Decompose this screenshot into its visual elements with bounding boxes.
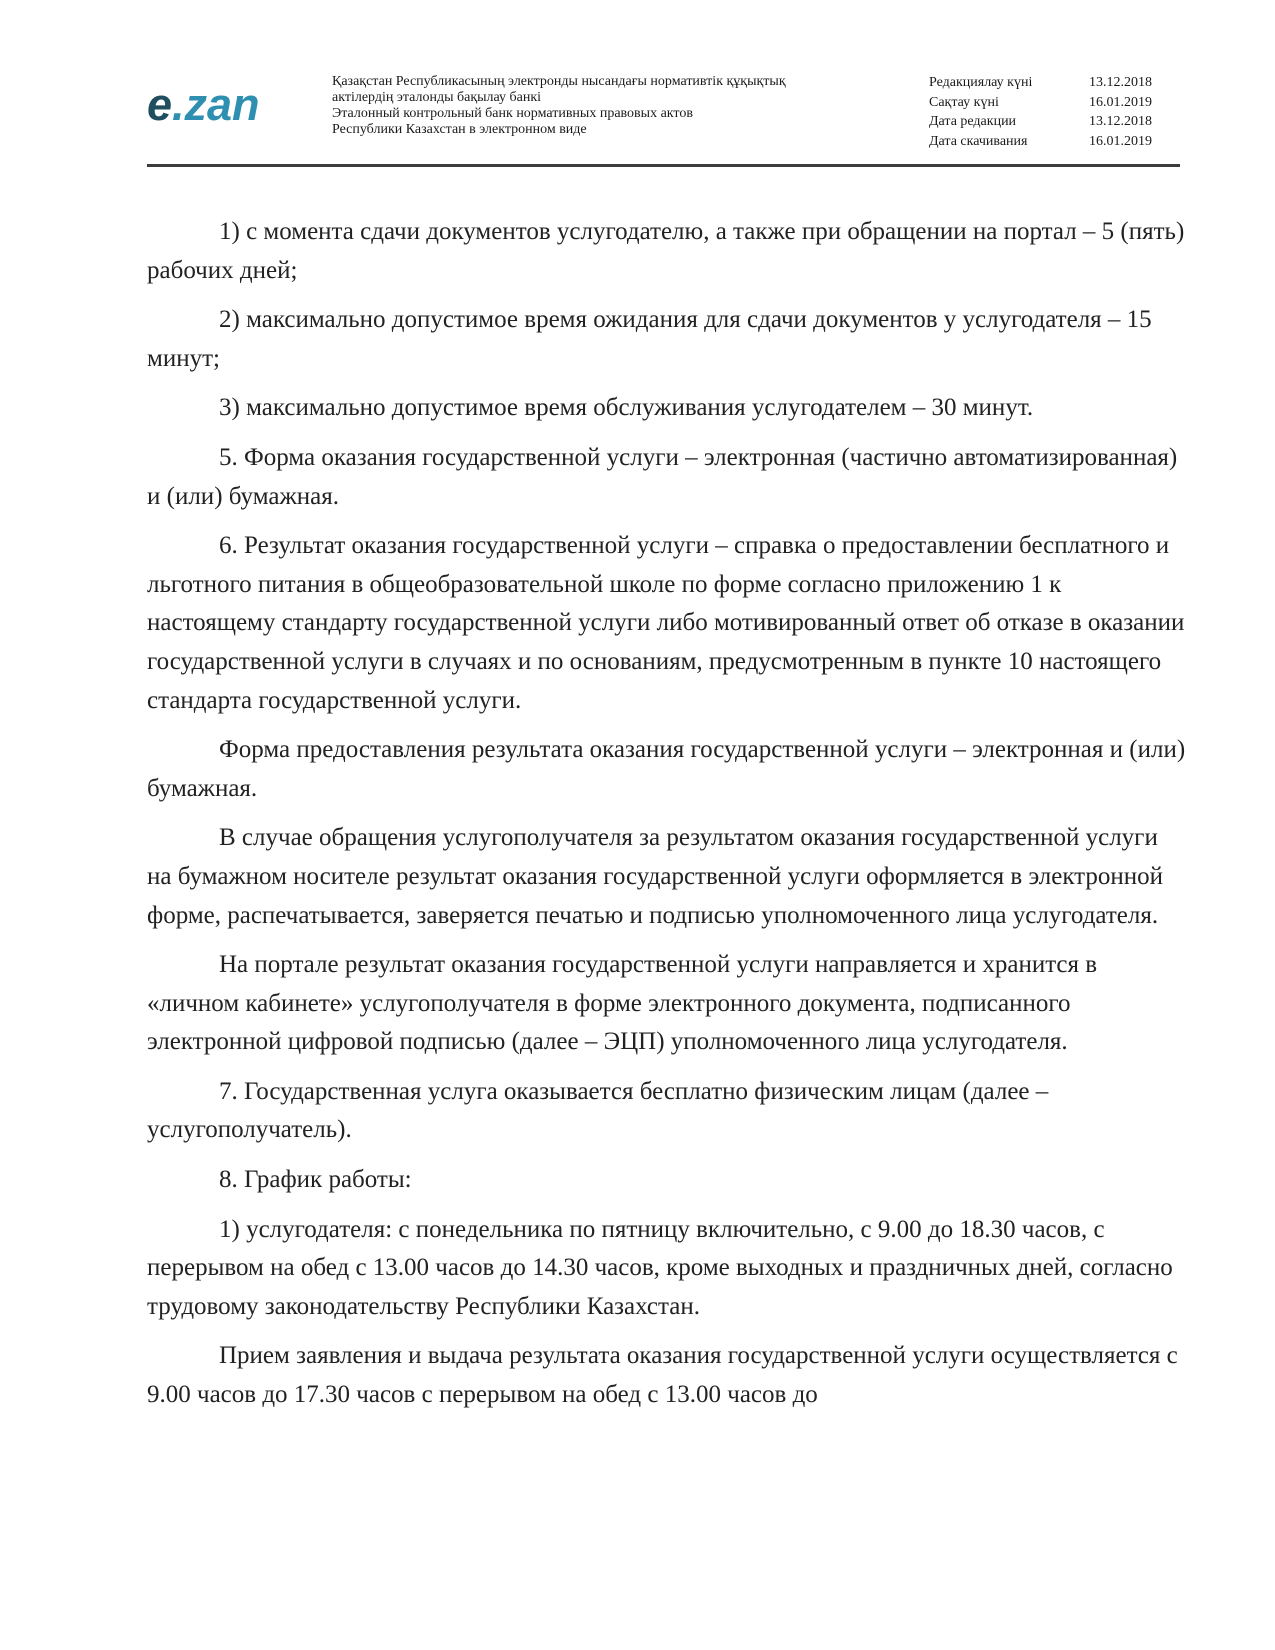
meta-row	[929, 112, 1177, 132]
paragraph: 1) с момента сдачи документов услугодателю, а также при обращении на портал – 5 (пять) рабочих дней;	[147, 218, 1185, 284]
paragraph: 3) максимально допустимое время обслуживания услугодателем – 30 минут.	[219, 394, 1034, 422]
document-dates	[929, 73, 1177, 151]
meta-label: Дата скачивания	[929, 133, 1028, 149]
paragraph: 2) максимально допустимое время ожидания для сдачи документов у услугодателя – 15 минут;	[147, 306, 1152, 372]
paragraph: В случае обращения услугополучателя за результатом оказания государственной услуги на бумажном носителе результат оказания государственной услуги оформляется в электронной форме, распечатывается, заверяется печатью и подписью уполномоченного лица услугодателя.	[147, 824, 1164, 929]
meta-label: Дата редакции	[929, 114, 1017, 129]
paragraph: 5. Форма оказания государственной услуги – электронная (частично автоматизированная) и (или) бумажная.	[147, 443, 1178, 510]
svg-text:e.zan: e.zan	[147, 80, 260, 130]
paragraph: 6. Результат оказания государственной услуги – справка о предоставлении бесплатного и льготного питания в общеобразовательной школе по форме согласно приложению 1 к настоящему стандарту государственной услуги либо мотивированный ответ об отказе в оказании государственной услуги в случаях и по основаниям, предусмотренным в пункте 10 настоящего стандарта государственной услуги.	[147, 532, 1185, 714]
meta-value: 16.01.2019	[1089, 133, 1152, 149]
meta-row	[929, 93, 1177, 113]
meta-label: Сақтау күні	[929, 94, 999, 110]
ezan-logo	[147, 80, 297, 130]
meta-row	[929, 73, 1177, 93]
registry-title-line: Эталонный контрольный банк нормативных правовых актов	[332, 106, 693, 121]
header-divider	[147, 164, 1180, 167]
registry-title-line: Республики Казахстан в электронном виде	[332, 122, 587, 137]
paragraph: 7. Государственная услуга оказывается бесплатно физическим лицам (далее – услугополучатель).	[147, 1077, 1049, 1144]
registry-title-line: актілердің эталонды бақылау банкі	[332, 90, 542, 105]
paragraph: 8. График работы:	[219, 1166, 412, 1194]
meta-value: 13.12.2018	[1089, 114, 1152, 129]
registry-title	[332, 74, 892, 138]
paragraph: Прием заявления и выдача результата оказания государственной услуги осуществляется с 9.00 часов до 17.30 часов с перерывом на обед с 13.00 часов до	[147, 1342, 1178, 1409]
paragraph: 1) услугодателя: с понедельника по пятницу включительно, с 9.00 до 18.30 часов, с перерывом на обед с 13.00 часов до 14.30 часов, кроме выходных и праздничных дней, согласно трудовому законодательству Республики Казахстан.	[147, 1215, 1173, 1320]
paragraph: Форма предоставления результата оказания государственной услуги – электронная и (или) бумажная.	[147, 736, 1186, 802]
meta-value: 13.12.2018	[1089, 75, 1152, 90]
meta-value: 16.01.2019	[1089, 94, 1152, 110]
document-body	[147, 213, 1187, 1426]
document-header	[147, 66, 1177, 166]
registry-title-line: Қазақстан Республикасының электронды нысандағы нормативтік құқықтық	[332, 74, 786, 89]
paragraph: На портале результат оказания государственной услуги направляется и хранится в «личном кабинете» услугополучателя в форме электронного документа, подписанного электронной цифровой подписью (далее – ЭЦП) уполномоченного лица услугодателя.	[147, 951, 1098, 1056]
meta-label: Редакциялау күні	[929, 75, 1033, 90]
meta-row	[929, 132, 1177, 152]
